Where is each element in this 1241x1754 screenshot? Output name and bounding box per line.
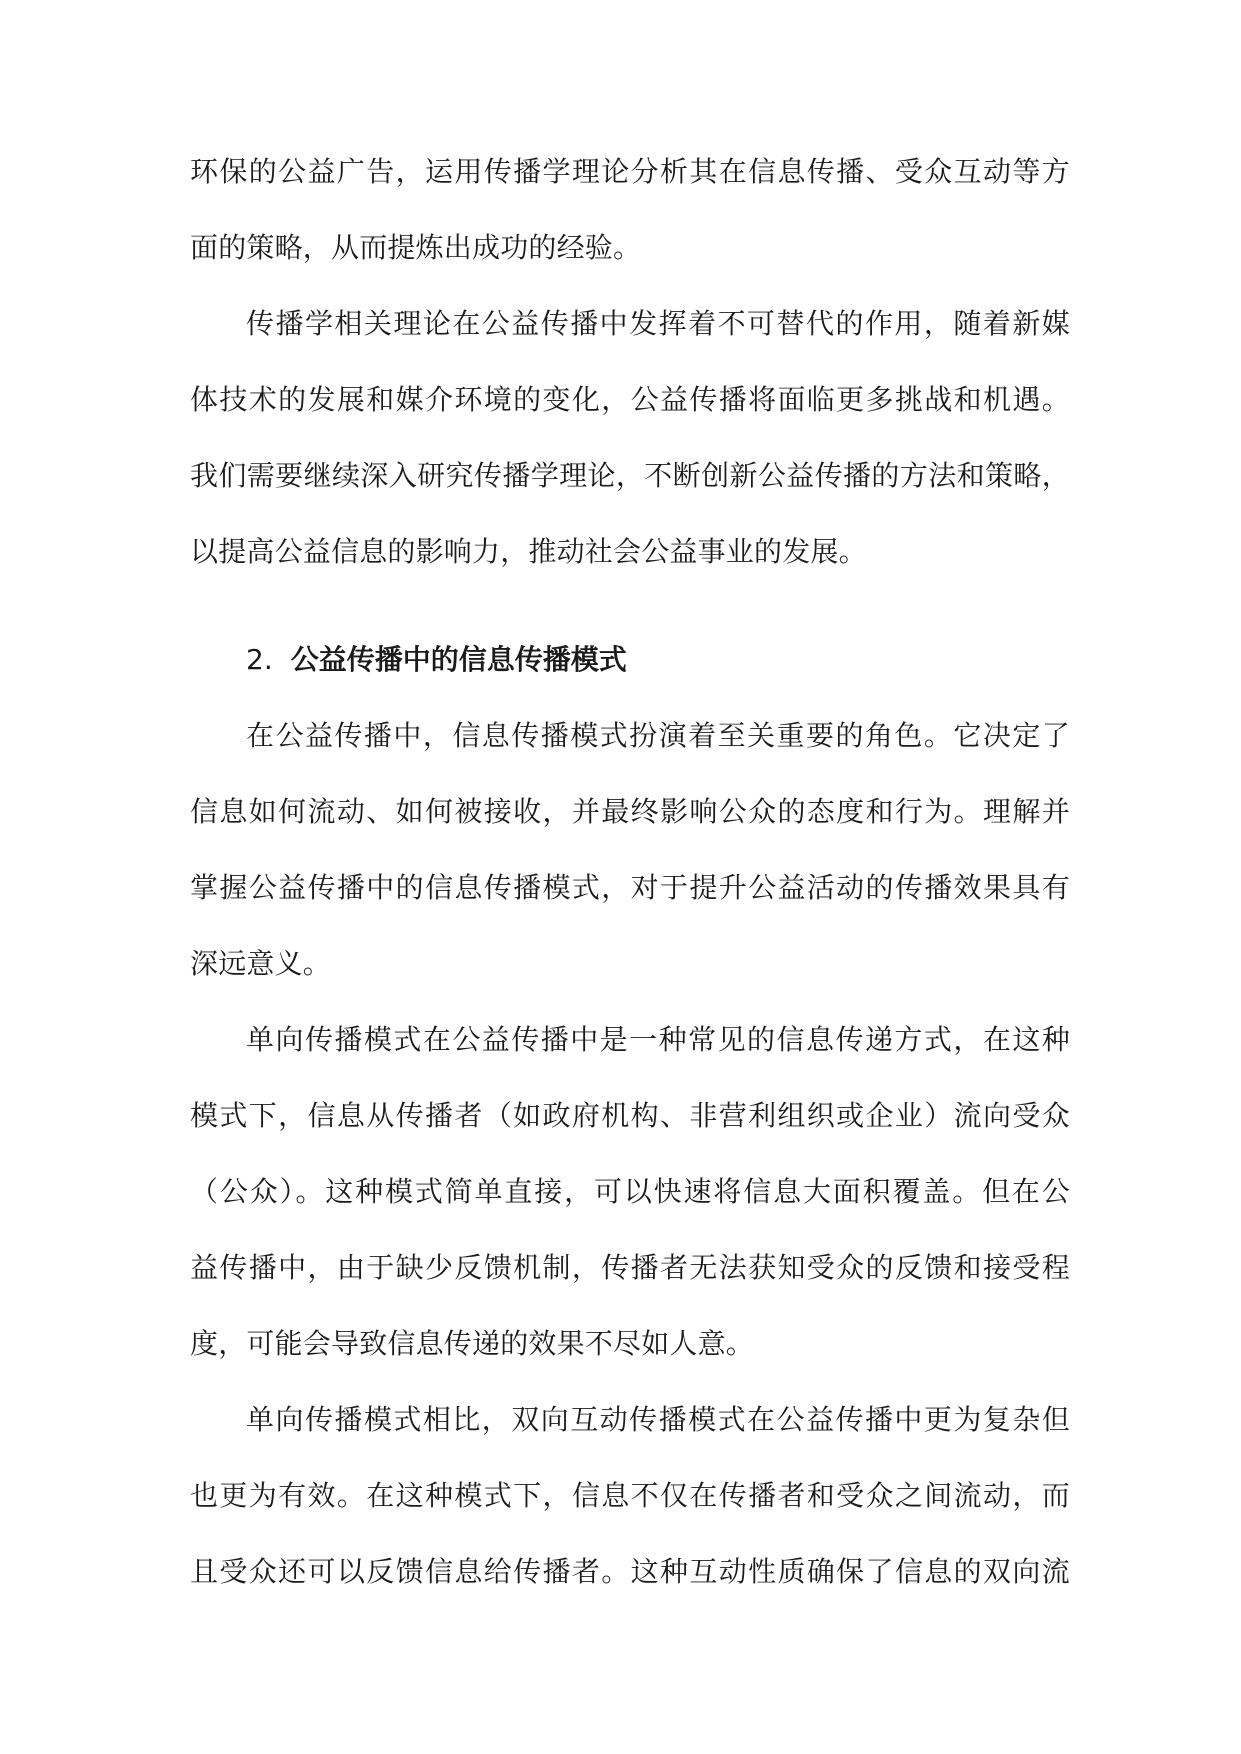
paragraph-4-line-1: 单向传播模式在公益传播中是一种常见的信息传递方式，在这种 (246, 1023, 1070, 1056)
paragraph-2-line-3: 我们需要继续深入研究传播学理论，不断创新公益传播的方法和策略， (190, 459, 1070, 492)
paragraph-3-line-2: 信息如何流动、如何被接收，并最终影响公众的态度和行为。理解并 (190, 795, 1070, 828)
paragraph-1-line-1: 环保的公益广告，运用传播学理论分析其在信息传播、受众互动等方 (190, 155, 1070, 188)
paragraph-3-line-4: 深远意义。 (190, 947, 332, 980)
paragraph-5-line-2: 也更为有效。在这种模式下，信息不仅在传播者和受众之间流动，而 (190, 1479, 1070, 1512)
paragraph-4-line-2: 模式下，信息从传播者（如政府机构、非营利组织或企业）流向受众 (190, 1099, 1070, 1132)
paragraph-5-line-3: 且受众还可以反馈信息给传播者。这种互动性质确保了信息的双向流 (190, 1555, 1070, 1588)
paragraph-2-line-1: 传播学相关理论在公益传播中发挥着不可替代的作用，随着新媒 (246, 307, 1070, 340)
paragraph-4-line-5: 度，可能会导致信息传递的效果不尽如人意。 (190, 1327, 755, 1360)
section-number: 2. (246, 643, 273, 676)
paragraph-2-line-4: 以提高公益信息的影响力，推动社会公益事业的发展。 (190, 535, 867, 568)
paragraph-4-line-3: （公众）。这种模式简单直接，可以快速将信息大面积覆盖。但在公 (190, 1175, 1070, 1208)
paragraph-3-line-3: 掌握公益传播中的信息传播模式，对于提升公益活动的传播效果具有 (190, 871, 1070, 904)
paragraph-4-line-4: 益传播中，由于缺少反馈机制，传播者无法获知受众的反馈和接受程 (190, 1251, 1070, 1284)
paragraph-1-line-2: 面的策略，从而提炼出成功的经验。 (190, 231, 642, 264)
paragraph-5-line-1: 单向传播模式相比，双向互动传播模式在公益传播中更为复杂但 (246, 1403, 1070, 1436)
paragraph-3-line-1: 在公益传播中，信息传播模式扮演着至关重要的角色。它决定了 (246, 719, 1070, 752)
paragraph-2-line-2: 体技术的发展和媒介环境的变化，公益传播将面临更多挑战和机遇。 (190, 383, 1070, 416)
section-heading (246, 640, 627, 680)
section-title: 公益传播中的信息传播模式 (290, 643, 627, 676)
